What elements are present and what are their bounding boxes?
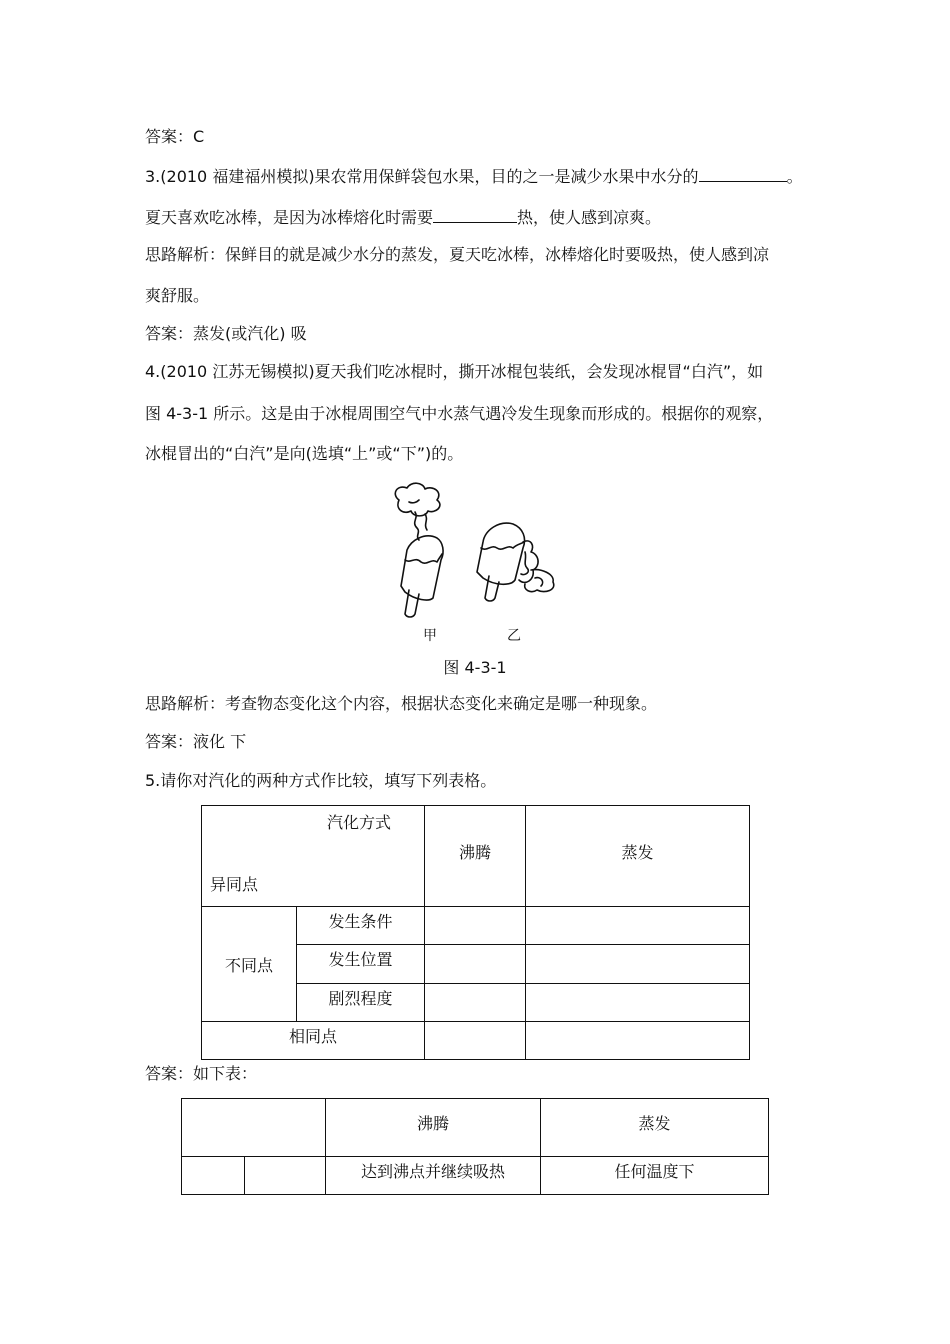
question-3-text-2: 夏天喜欢吃冰棒，是因为冰棒熔化时需要 <box>145 208 434 227</box>
question-4-analysis: 思路解析：考查物态变化这个内容，根据状态变化来确定是哪一种现象。 <box>145 694 658 713</box>
question-5-answer-intro: 答案：如下表： <box>145 1064 258 1083</box>
table-row <box>202 907 750 945</box>
popsicle-right-drawing <box>477 523 554 601</box>
table-row <box>202 1022 750 1060</box>
question-3-text-1: 3.(2010 福建福州模拟)果农常用保鲜袋包水果，目的之一是减少水果中水分的 <box>145 167 699 186</box>
row-intensity: 剧烈程度 <box>297 984 425 1022</box>
figure-label-right: 乙 <box>507 628 521 644</box>
cell-empty[interactable] <box>526 984 750 1022</box>
header-boiling: 沸腾 <box>425 806 526 907</box>
question-3-end-2: 热，使人感到凉爽。 <box>517 208 662 227</box>
question-3-analysis-2: 爽舒服。 <box>145 286 210 305</box>
blank-field-2 <box>433 206 517 223</box>
comparison-table <box>201 805 750 1060</box>
header-method: 汽化方式 <box>327 813 392 832</box>
answer-evaporation-condition: 任何温度下 <box>541 1157 769 1195</box>
cell-empty[interactable] <box>526 1022 750 1060</box>
answer-header-boiling: 沸腾 <box>326 1099 541 1157</box>
cell-empty <box>182 1157 245 1195</box>
table-corner-header <box>202 806 425 907</box>
popsicle-figure <box>385 482 570 647</box>
blank-field-1 <box>699 165 787 182</box>
popsicle-left-drawing <box>395 483 443 617</box>
cell-empty[interactable] <box>425 984 526 1022</box>
figure-label-left: 甲 <box>423 628 437 644</box>
cell-empty <box>245 1157 326 1195</box>
question-4-answer: 答案：液化 下 <box>145 732 247 751</box>
answer-table <box>181 1098 769 1195</box>
table-row <box>182 1157 769 1195</box>
row-condition: 发生条件 <box>297 907 425 945</box>
question-4-line-3: 冰棍冒出的“白汽”是向(选填“上”或“下”)的。 <box>145 444 464 463</box>
question-4-line-2: 图 4-3-1 所示。这是由于冰棍周围空气中水蒸气遇冷发生现象而形成的。根据你的观察， <box>145 404 774 423</box>
answer-header-evaporation: 蒸发 <box>541 1099 769 1157</box>
row-location: 发生位置 <box>297 945 425 984</box>
question-4-line-1: 4.(2010 江苏无锡模拟)夏天我们吃冰棍时，撕开冰棍包装纸，会发现冰棍冒“白汽”，如 <box>145 362 764 381</box>
cell-empty[interactable] <box>425 907 526 945</box>
question-3-answer: 答案：蒸发(或汽化) 吸 <box>145 324 307 343</box>
cell-empty[interactable] <box>425 1022 526 1060</box>
answer-boiling-condition: 达到沸点并继续吸热 <box>326 1157 541 1195</box>
cell-empty[interactable] <box>526 945 750 984</box>
cell-empty[interactable] <box>425 945 526 984</box>
row-same: 相同点 <box>202 1022 425 1060</box>
question-3-end-1: 。 <box>786 167 803 186</box>
group-difference: 不同点 <box>202 907 297 1022</box>
table-row <box>182 1099 769 1157</box>
cell-empty[interactable] <box>526 907 750 945</box>
question-3-line-2 <box>145 206 661 229</box>
header-evaporation: 蒸发 <box>526 806 750 907</box>
question-3-analysis-1: 思路解析：保鲜目的就是减少水分的蒸发，夏天吃冰棒，冰棒熔化时要吸热，使人感到凉 <box>145 245 770 264</box>
header-similarities: 异同点 <box>210 875 259 894</box>
question-3-line-1 <box>145 165 803 188</box>
table-row <box>202 806 750 907</box>
answer-corner <box>182 1099 326 1157</box>
question-5-prompt: 5.请你对汽化的两种方式作比较，填写下列表格。 <box>145 771 497 790</box>
answer-c: 答案：C <box>145 127 205 146</box>
figure-caption: 图 4-3-1 <box>443 658 507 677</box>
